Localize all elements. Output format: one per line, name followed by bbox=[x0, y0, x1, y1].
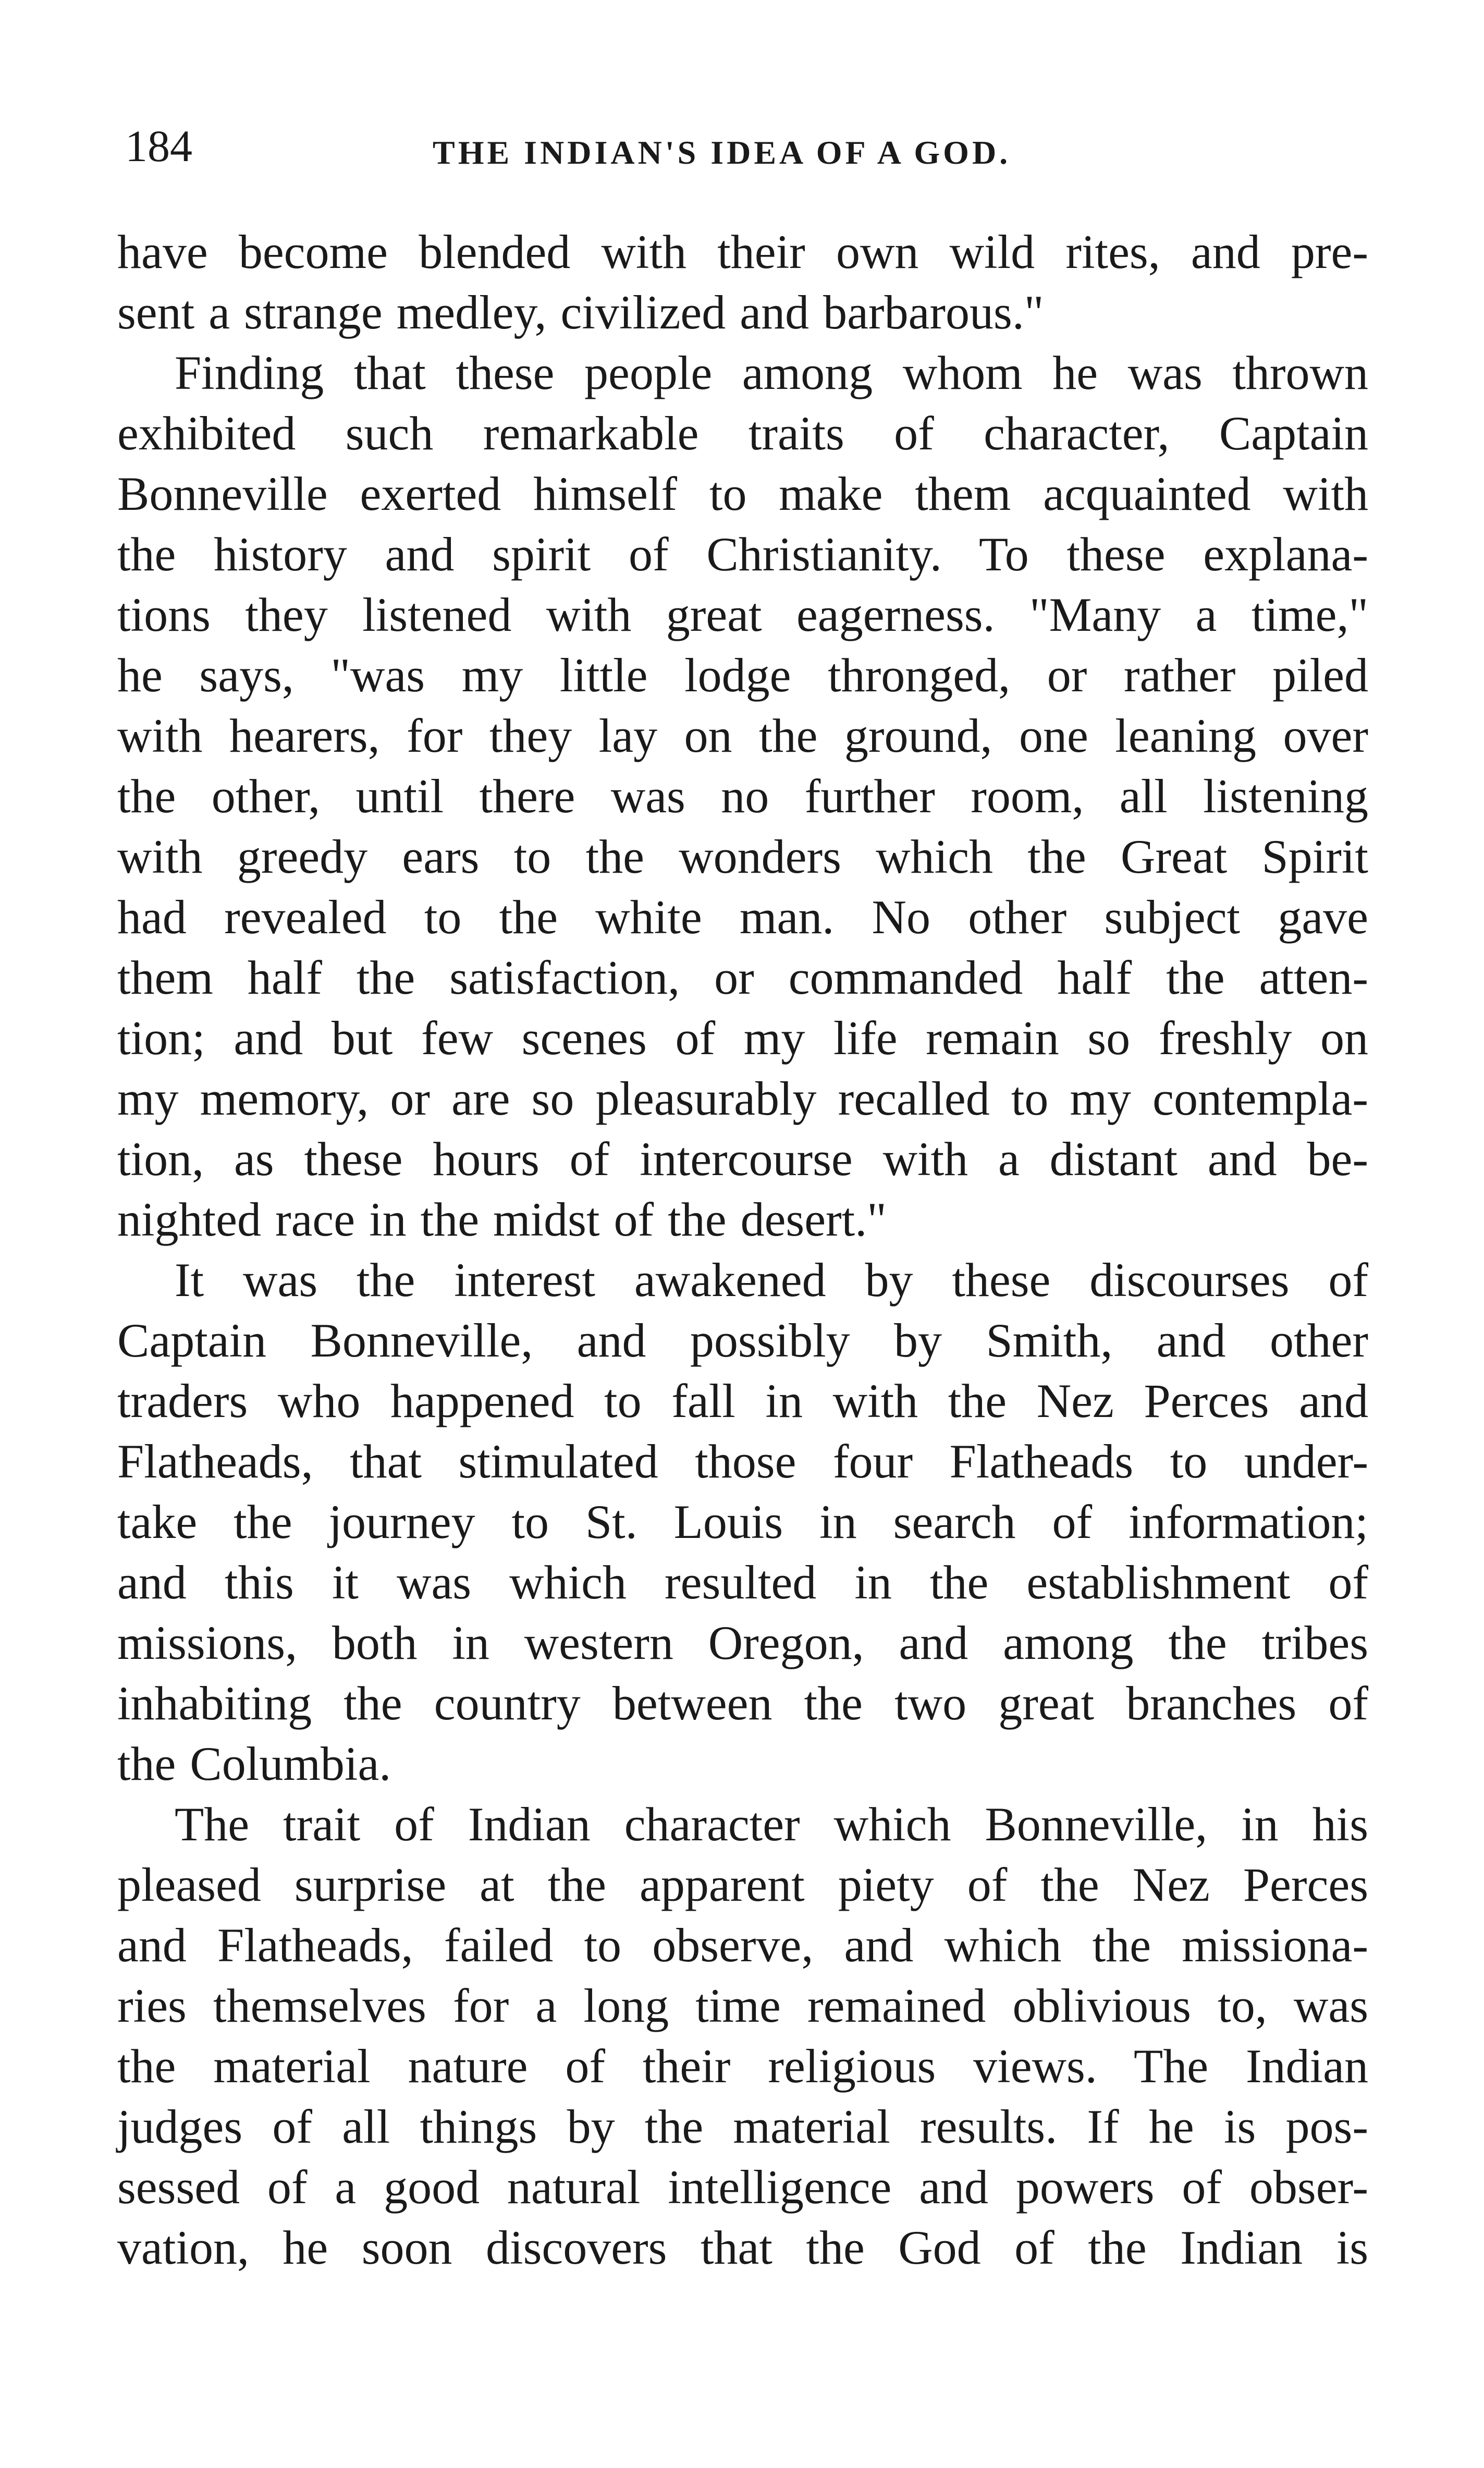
text-line: the material nature of their religious views. The Indian bbox=[117, 2039, 1368, 2093]
page-number: 184 bbox=[125, 121, 192, 171]
text-line: with hearers, for they lay on the ground, one leaning over bbox=[117, 709, 1368, 762]
text-line: had revealed to the white man. No other subject gave bbox=[117, 890, 1368, 944]
text-line: the other, until there was no further room, all listening bbox=[117, 769, 1368, 823]
text-line: ries themselves for a long time remained oblivious to, was bbox=[117, 1979, 1368, 2032]
text-line: Flatheads, that stimulated those four Flatheads to under- bbox=[117, 1435, 1368, 1488]
paragraph bbox=[117, 1794, 1368, 2278]
paragraph bbox=[117, 1250, 1368, 1794]
body-text bbox=[117, 222, 1368, 2278]
paragraph bbox=[117, 343, 1368, 1250]
text-line: missions, both in western Oregon, and among the tribes bbox=[117, 1616, 1368, 1669]
text-line: sessed of a good natural intelligence and powers of obser- bbox=[117, 2160, 1368, 2214]
running-head bbox=[125, 117, 1376, 180]
text-line: It was the interest awakened by these discourses of bbox=[175, 1253, 1368, 1306]
text-line: sent a strange medley, civilized and barbarous." bbox=[117, 286, 1044, 339]
text-line: he says, "was my little lodge thronged, or rather piled bbox=[117, 649, 1368, 702]
running-title: THE INDIAN'S IDEA OF A GOD. bbox=[433, 134, 1011, 171]
text-line: tion, as these hours of intercourse with a distant and be- bbox=[117, 1132, 1368, 1186]
text-line: my memory, or are so pleasurably recalled to my contempla- bbox=[117, 1072, 1368, 1125]
text-line: have become blended with their own wild rites, and pre- bbox=[117, 225, 1368, 278]
text-line: take the journey to St. Louis in search of information; bbox=[117, 1495, 1368, 1548]
text-line: the Columbia. bbox=[117, 1737, 391, 1790]
text-line: Finding that these people among whom he was thrown bbox=[175, 346, 1368, 399]
text-line: and this it was which resulted in the establishment of bbox=[117, 1556, 1368, 1609]
text-line: with greedy ears to the wonders which the Great Spirit bbox=[117, 830, 1368, 883]
text-line: nighted race in the midst of the desert." bbox=[117, 1193, 887, 1246]
text-line: vation, he soon discovers that the God of the Indian is bbox=[117, 2221, 1368, 2274]
text-line: judges of all things by the material results. If he is pos- bbox=[117, 2100, 1368, 2153]
text-line: The trait of Indian character which Bonneville, in his bbox=[175, 1798, 1368, 1851]
text-line: and Flatheads, failed to observe, and which the missiona- bbox=[117, 1919, 1368, 1972]
text-line: exhibited such remarkable traits of character, Captain bbox=[117, 407, 1368, 460]
text-line: Bonneville exerted himself to make them acquainted with bbox=[117, 467, 1368, 520]
text-line: pleased surprise at the apparent piety of the Nez Perces bbox=[117, 1858, 1368, 1911]
paragraph bbox=[117, 222, 1368, 343]
text-line: tion; and but few scenes of my life remain so freshly on bbox=[117, 1011, 1368, 1065]
text-line: them half the satisfaction, or commanded half the atten- bbox=[117, 951, 1368, 1004]
text-line: the history and spirit of Christianity. To these explana- bbox=[117, 528, 1368, 581]
text-line: Captain Bonneville, and possibly by Smith, and other bbox=[117, 1314, 1368, 1367]
text-line: inhabiting the country between the two great branches of bbox=[117, 1677, 1368, 1730]
text-line: tions they listened with great eagerness. "Many a time," bbox=[117, 588, 1368, 641]
text-line: traders who happened to fall in with the Nez Perces and bbox=[117, 1374, 1368, 1427]
